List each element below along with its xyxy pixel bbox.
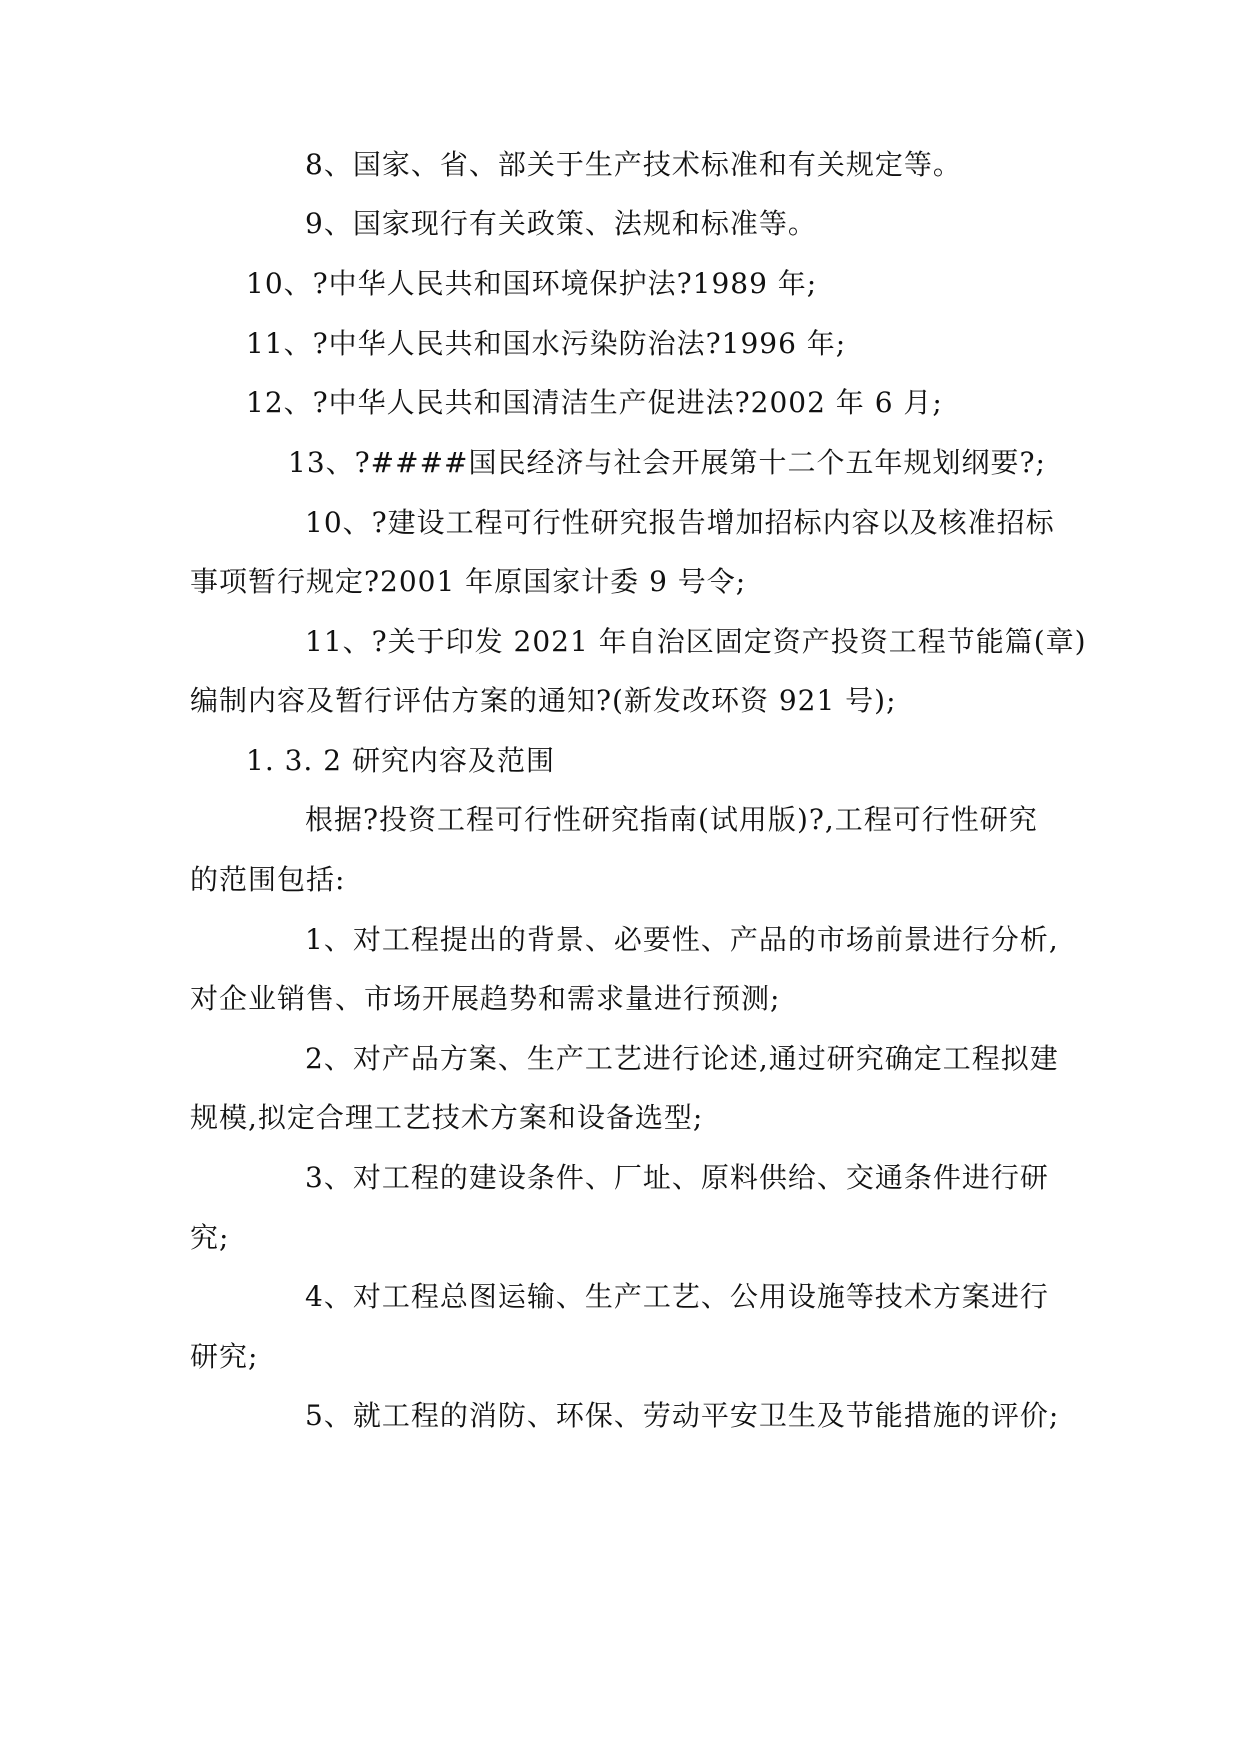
text-line: 5、就工程的消防、环保、劳动平安卫生及节能措施的评价; <box>305 1399 1060 1432</box>
text-line: 12、?中华人民共和国清洁生产促进法?2002 年 6 月; <box>246 386 943 419</box>
text-line: 究; <box>190 1221 230 1254</box>
text-line: 研究; <box>190 1340 259 1373</box>
text-line: 2、对产品方案、生产工艺进行论述,通过研究确定工程拟建 <box>305 1042 1059 1075</box>
text-line: 4、对工程总图运输、生产工艺、公用设施等技术方案进行 <box>305 1280 1049 1313</box>
text-line: 事项暂行规定?2001 年原国家计委 9 号令; <box>190 565 747 598</box>
text-line: 10、?建设工程可行性研究报告增加招标内容以及核准招标 <box>305 506 1055 539</box>
text-line: 编制内容及暂行评估方案的通知?(新发改环资 921 号); <box>190 684 897 717</box>
text-line: 1、对工程提出的背景、必要性、产品的市场前景进行分析, <box>305 923 1059 956</box>
text-line: 规模,拟定合理工艺技术方案和设备选型; <box>190 1101 704 1134</box>
text-line: 11、?中华人民共和国水污染防治法?1996 年; <box>246 327 847 360</box>
text-line: 对企业销售、市场开展趋势和需求量进行预测; <box>190 982 781 1015</box>
section-heading: 1. 3. 2 研究内容及范围 <box>246 744 555 777</box>
text-line: 11、?关于印发 2021 年自治区固定资产投资工程节能篇(章) <box>305 625 1087 658</box>
text-line: 8、国家、省、部关于生产技术标准和有关规定等。 <box>305 148 962 181</box>
text-line: 10、?中华人民共和国环境保护法?1989 年; <box>246 267 818 300</box>
text-line: 13、?####国民经济与社会开展第十二个五年规划纲要?; <box>288 446 1046 479</box>
text-line: 的范围包括: <box>190 863 346 896</box>
text-line: 根据?投资工程可行性研究指南(试用版)?,工程可行性研究 <box>305 803 1038 836</box>
text-line: 3、对工程的建设条件、厂址、原料供给、交通条件进行研 <box>305 1161 1049 1194</box>
text-line: 9、国家现行有关政策、法规和标准等。 <box>305 207 817 240</box>
